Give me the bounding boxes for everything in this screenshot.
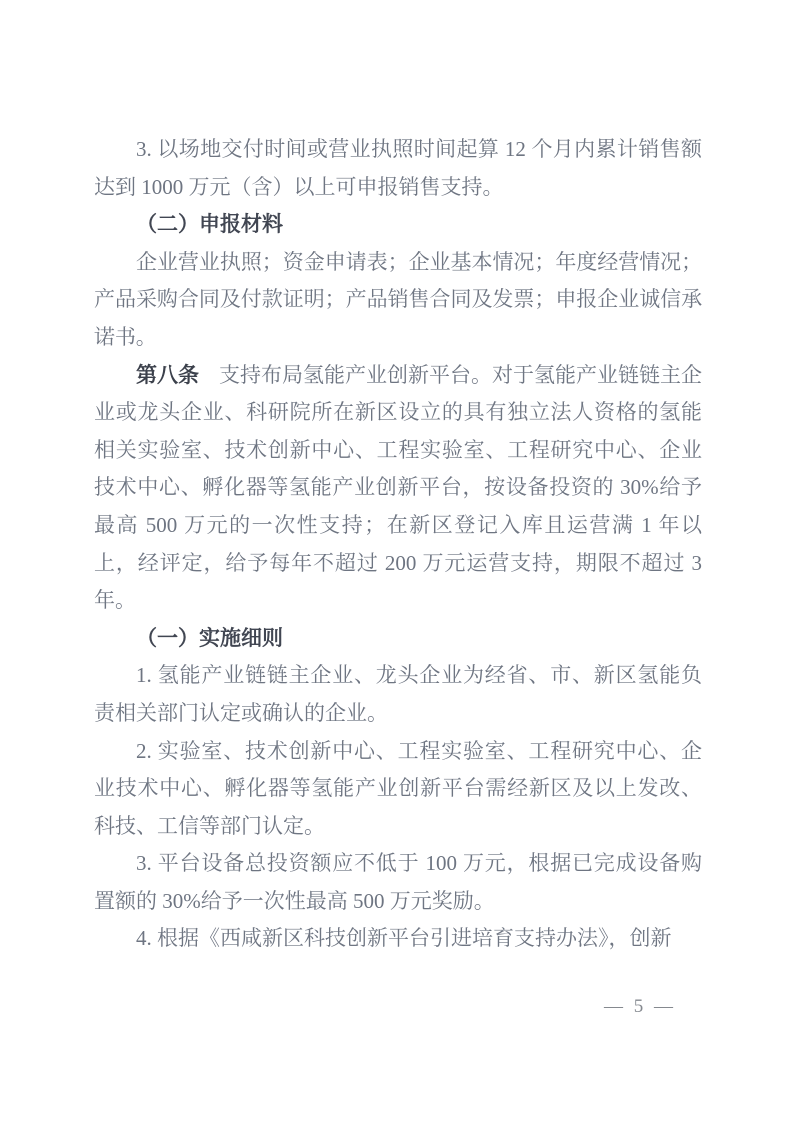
subsection-heading-application-materials: （二）申报材料 xyxy=(136,212,283,237)
subsection-heading-implementation-rules: （一）实施细则 xyxy=(136,625,283,650)
paragraph-rule-4: 4. 根据《西咸新区科技创新平台引进培育支持办法》，创新 xyxy=(136,926,672,951)
paragraph-rule-1: 1. 氢能产业链链主企业、龙头企业为经省、市、新区氢能负责相关部门认定或确认的企业。 xyxy=(94,663,702,725)
paragraph-rule-2: 2. 实验室、技术创新中心、工程实验室、工程研究中心、企业技术中心、孵化器等氢能产业创新平台需经新区及以上发改、科技、工信等部门认定。 xyxy=(94,738,702,838)
article-8-body: 支持布局氢能产业创新平台。对于氢能产业链链主企业或龙头企业、科研院所在新区设立的具有独立法人资格的氢能相关实验室、技术创新中心、工程实验室、工程研究中心、企业技术中心、孵化器等氢能产业创新平台，按设备投资的 30%给予最高 500 万元的一次性支持；在新区登记入库且运营满 1 年以上，经评定，给予每年不超过 200 万元运营支持，期限不超过 3 年。 xyxy=(94,362,703,613)
page-number: — 5 — xyxy=(604,996,676,1017)
article-8-number: 第八条 xyxy=(136,362,200,387)
paragraph-materials-list: 企业营业执照；资金申请表；企业基本情况；年度经营情况；产品采购合同及付款证明；产品销售合同及发票；申报企业诚信承诺书。 xyxy=(94,249,702,349)
paragraph-article-8 xyxy=(94,357,702,620)
document-body xyxy=(94,131,702,958)
paragraph-sales-threshold: 3. 以场地交付时间或营业执照时间起算 12 个月内累计销售额达到 1000 万元（含）以上可申报销售支持。 xyxy=(94,137,702,199)
paragraph-rule-3: 3. 平台设备总投资额应不低于 100 万元，根据已完成设备购置额的 30%给予一次性最高 500 万元奖励。 xyxy=(94,851,702,913)
